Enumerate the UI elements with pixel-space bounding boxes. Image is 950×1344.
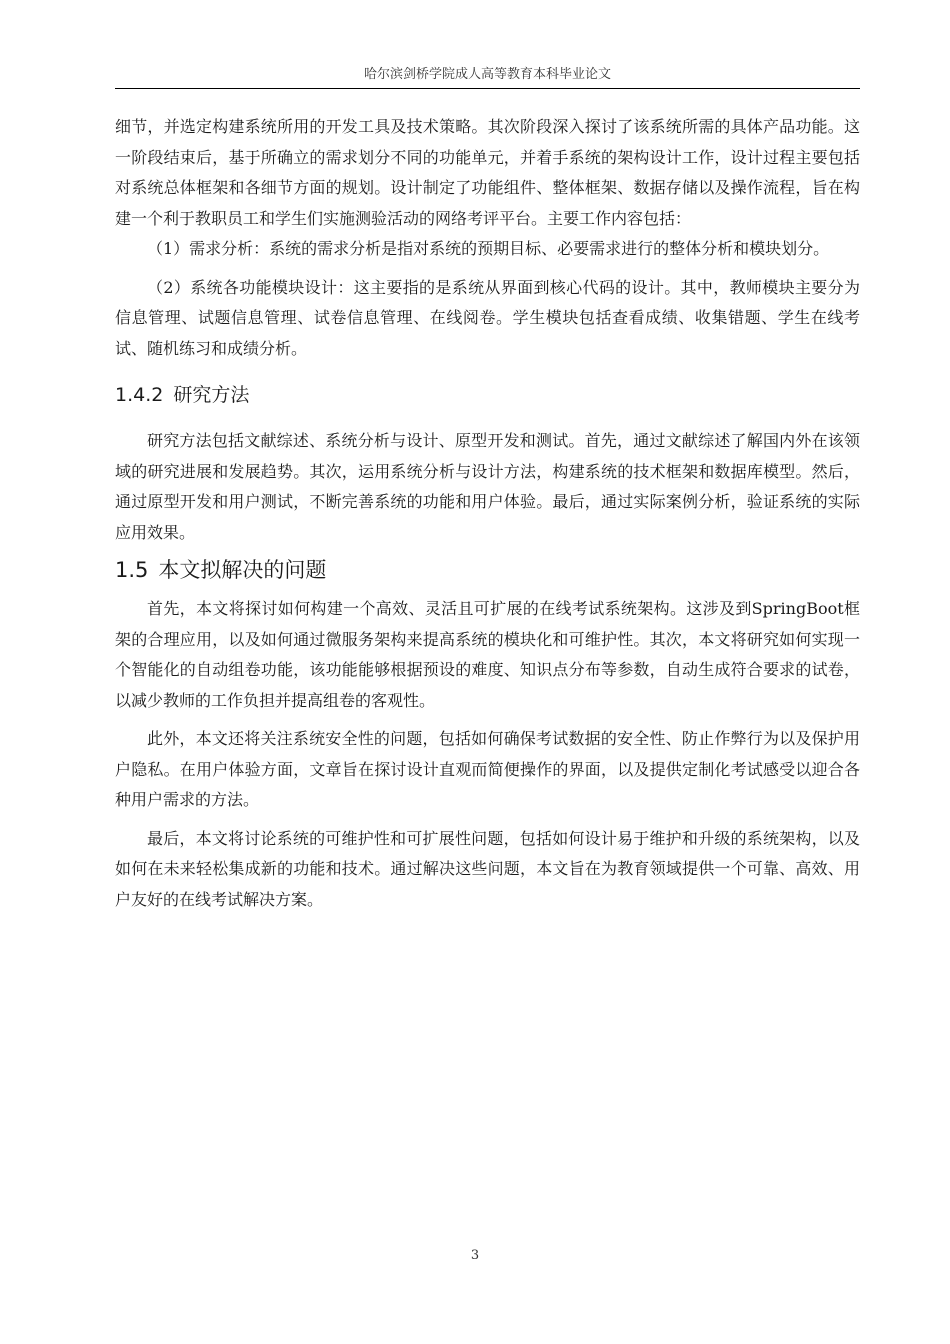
section-1-5-title: 本文拟解决的问题 — [158, 558, 327, 582]
section-1-4-2-paragraph: 研究方法包括文献综述、系统分析与设计、原型开发和测试。首先，通过文献综述了解国内外在该领域的研究进展和发展趋势。其次，运用系统分析与设计方法，构建系统的技术框架和数据库模型。然后，通过原型开发和用户测试，不断完善系统的功能和用户体验。最后，通过实际案例分析，验证系统的实际应用效果。 — [115, 431, 860, 542]
section-1-5-paragraph-3: 最后，本文将讨论系统的可维护性和可扩展性问题，包括如何设计易于维护和升级的系统架构，以及如何在未来轻松集成新的功能和技术。通过解决这些问题，本文旨在为教育领域提供一个可靠、高效、用户友好的在线考试解决方案。 — [115, 828, 860, 909]
header-title: 哈尔滨剑桥学院成人高等教育本科毕业论文 — [363, 67, 611, 82]
section-1-5-heading — [115, 554, 860, 586]
page-content — [115, 112, 860, 915]
section-1-5-number: 1.5 — [115, 558, 149, 582]
section-1-4-2-title: 研究方法 — [173, 384, 250, 406]
section-1-4-2-number: 1.4.2 — [115, 384, 164, 406]
intro-paragraph-continued: 细节，并选定构建系统所用的开发工具及技术策略。其次阶段深入探讨了该系统所需的具体产品功能。这一阶段结束后，基于所确立的需求划分不同的功能单元，并着手系统的架构设计工作，设计过程主要包括对系统总体框架和各细节方面的规划。设计制定了功能组件、整体框架、数据存储以及操作流程，旨在构建一个利于教职员工和学生们实施测验活动的网络考评平台。主要工作内容包括： — [115, 117, 860, 228]
intro-item-1: （1）需求分析：系统的需求分析是指对系统的预期目标、必要需求进行的整体分析和模块划分。 — [147, 239, 830, 258]
page-number: 3 — [470, 1248, 480, 1263]
section-1-4-2-heading — [115, 380, 860, 410]
intro-item-2: （2）系统各功能模块设计：这主要指的是系统从界面到核心代码的设计。其中，教师模块主要分为信息管理、试题信息管理、试卷信息管理、在线阅卷。学生模块包括查看成绩、收集错题、学生在线考试、随机练习和成绩分析。 — [115, 277, 860, 358]
section-1-5-paragraph-1: 首先，本文将探讨如何构建一个高效、灵活且可扩展的在线考试系统架构。这涉及到SpringBoot框架的合理应用，以及如何通过微服务架构来提高系统的模块化和可维护性。其次，本文将研究如何实现一个智能化的自动组卷功能，该功能能够根据预设的难度、知识点分布等参数，自动生成符合要求的试卷，以减少教师的工作负担并提高组卷的客观性。 — [115, 599, 860, 710]
section-1-5-paragraph-2: 此外，本文还将关注系统安全性的问题，包括如何确保考试数据的安全性、防止作弊行为以及保护用户隐私。在用户体验方面，文章旨在探讨设计直观而简便操作的界面，以及提供定制化考试感受以迎合各种用户需求的方法。 — [115, 729, 860, 809]
page-header — [115, 66, 860, 89]
